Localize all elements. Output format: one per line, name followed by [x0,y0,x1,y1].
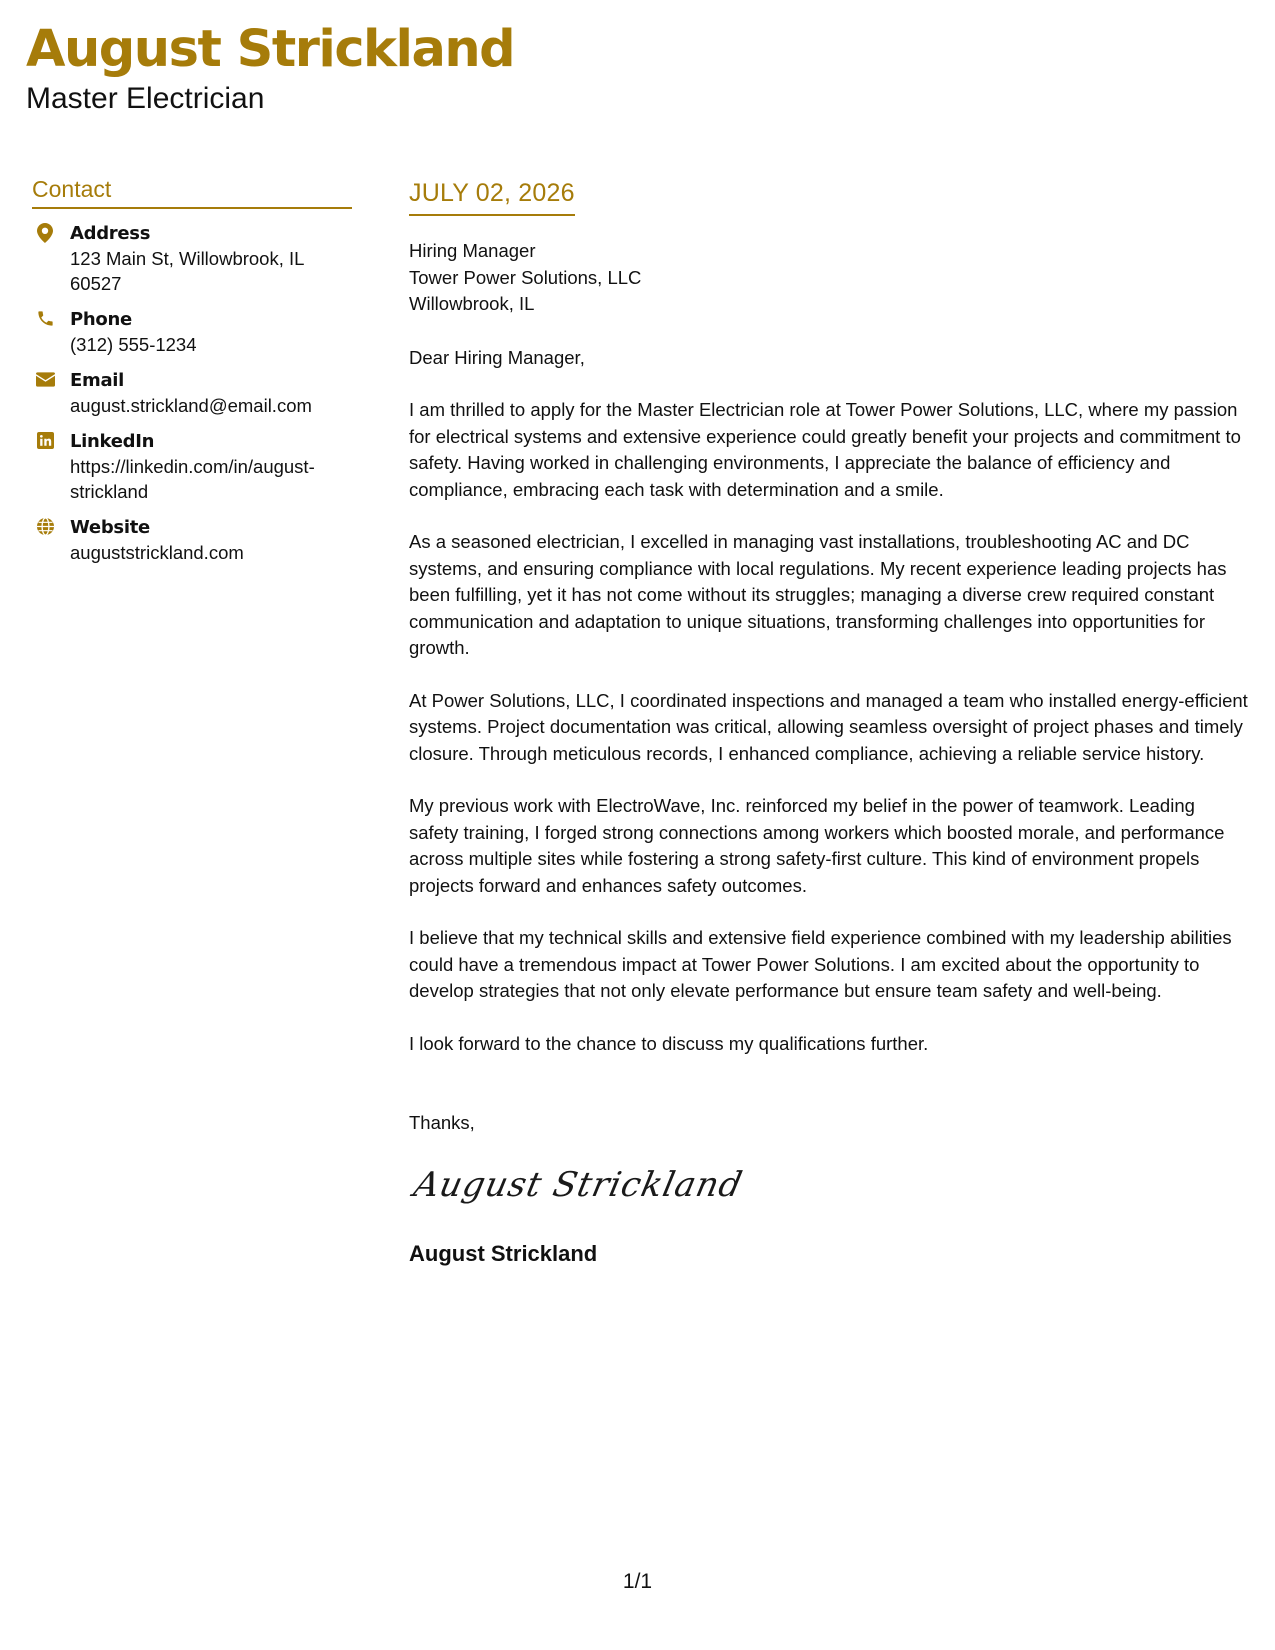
body-paragraph: I believe that my technical skills and extensive field experience combined with my leadership abilities could have a tremendous impact at Tower Power Solutions. I am excited about the opportunity to develop strategies that not only elevate performance but ensure team safety and well-being. [409,927,1232,1001]
contact-label: Email [70,369,125,391]
contact-item-address [32,221,352,296]
contact-label: Phone [70,308,132,330]
website-value: auguststrickland.com [70,541,244,563]
contact-item-phone [32,307,352,357]
greeting: Dear Hiring Manager, [409,346,585,368]
address-value: 123 Main St, Willowbrook, IL 60527 [70,247,304,294]
contact-item-website [32,515,352,565]
contact-item-linkedin [32,429,352,504]
recipient-line: Hiring Manager [409,240,536,261]
phone-icon [34,308,56,330]
contact-label: Address [70,222,151,244]
body-paragraph: At Power Solutions, LLC, I coordinated inspections and managed a team who installed energy-efficient systems. Project documentation was critical, allowing seamless oversight of project phases and timely closure. Through meticulous records, I enhanced compliance, achieving a reliable service history. [409,689,1248,764]
recipient-block [409,238,1249,318]
page-number: 1/1 [622,1570,653,1593]
closing: Thanks, [409,1112,475,1133]
linkedin-icon [34,430,56,452]
map-pin-icon [34,222,56,244]
letter-body [409,178,1249,1267]
applicant-title: Master Electrician [26,82,265,115]
contact-item-email [32,368,352,418]
globe-icon [34,516,56,538]
handwritten-signature: August Strickland [410,1164,747,1205]
body-paragraph: I am thrilled to apply for the Master Electrician role at Tower Power Solutions, LLC, where my passion for electrical systems and extensive experience could greatly benefit your projects and commitment to safety. Having worked in challenging environments, I appreciate the balance of efficiency and compliance, embracing each task with determination and a smile. [409,399,1241,500]
applicant-name: August Strickland [26,20,515,79]
contact-label: LinkedIn [70,430,155,452]
phone-value: (312) 555-1234 [70,333,197,355]
body-paragraph: My previous work with ElectroWave, Inc. reinforced my belief in the power of teamwork. Leading safety training, I forged strong connections among workers which boosted morale, and performance across multiple sites while fostering a strong safety-first culture. This kind of environment propels projects forward and enhances safety outcomes. [409,795,1225,896]
letter-date: JULY 02, 2026 [409,178,575,216]
recipient-line: Willowbrook, IL [409,293,535,314]
contact-heading: Contact [32,176,352,209]
body-paragraph: I look forward to the chance to discuss my qualifications further. [409,1032,929,1054]
body-paragraph: As a seasoned electrician, I excelled in managing vast installations, troubleshooting AC and DC systems, and ensuring compliance with local regulations. My recent experience leading projects has been fulfilling, yet it has not come without its struggles; managing a diverse crew required constant communication and adaptation to unique situations, transforming challenges into opportunities for growth. [409,531,1227,658]
email-value: august.strickland@email.com [70,394,312,416]
contact-sidebar [32,176,352,576]
contact-label: Website [70,516,150,538]
recipient-line: Tower Power Solutions, LLC [409,266,642,288]
signer-name: August Strickland [409,1240,598,1266]
envelope-icon [34,369,56,391]
linkedin-value: https://linkedin.com/in/august-strickland [70,455,315,502]
